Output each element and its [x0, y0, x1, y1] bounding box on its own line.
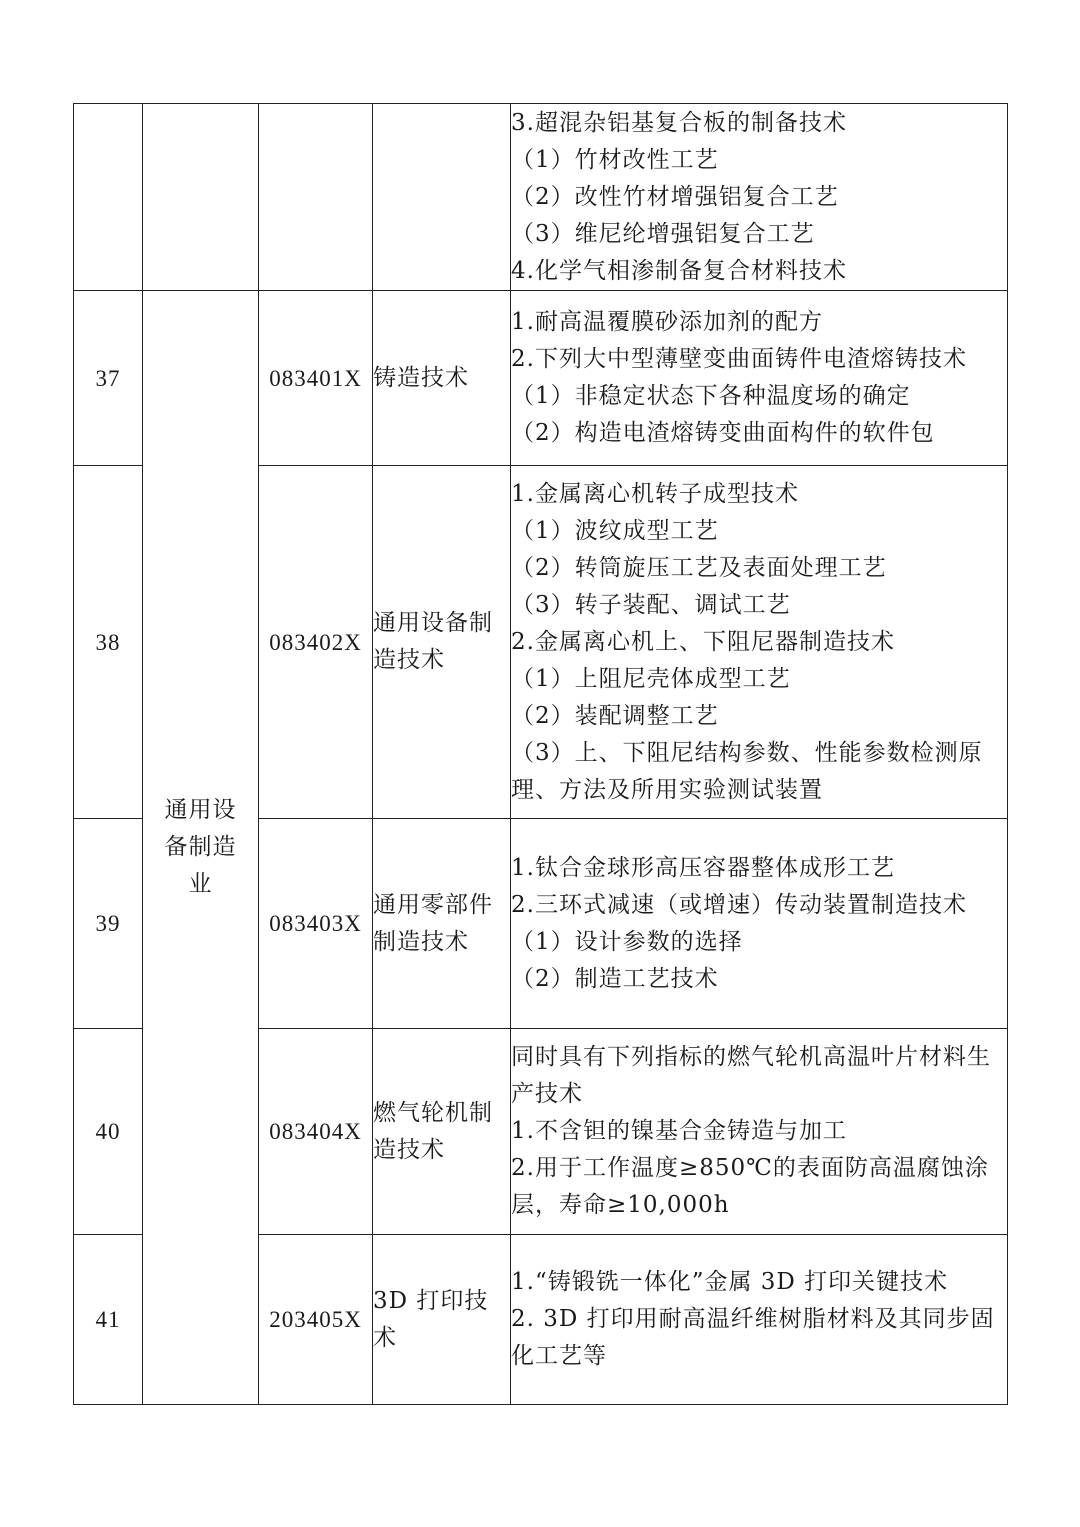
seq-cell: 38 [74, 466, 143, 819]
content-line: 2.用于工作温度≥850℃的表面防高温腐蚀涂层，寿命≥10,000h [511, 1155, 989, 1218]
content-line: 2. 3D 打印用耐高温纤维树脂材料及其同步固化工艺等 [511, 1306, 995, 1369]
content-line: （2）装配调整工艺 [511, 702, 719, 729]
seq-cell [74, 104, 143, 291]
content-line: 1.钛合金球形高压容器整体成形工艺 [511, 854, 895, 881]
seq-cell: 39 [74, 819, 143, 1029]
content-cell [511, 1029, 1008, 1235]
content-line: （1）设计参数的选择 [511, 928, 743, 955]
code-cell: 083404X [259, 1029, 373, 1235]
content-cell [511, 466, 1008, 819]
content-line: （1）波纹成型工艺 [511, 517, 719, 544]
name-cell: 燃气轮机制造技术 [373, 1029, 511, 1235]
content-line: 1.不含钽的镍基合金铸造与加工 [511, 1118, 847, 1144]
content-line: 1.“铸锻铣一体化”金属 3D 打印关键技术 [511, 1269, 949, 1295]
seq-cell: 40 [74, 1029, 143, 1235]
seq-cell: 37 [74, 291, 143, 466]
content-line: 3.超混杂铝基复合板的制备技术 [511, 109, 847, 136]
content-line: （2）构造电渣熔铸变曲面构件的软件包 [511, 420, 935, 446]
content-line: （3）上、下阻尼结构参数、性能参数检测原理、方法及所用实验测试装置 [511, 739, 983, 803]
name-cell: 通用零部件制造技术 [373, 819, 511, 1029]
name-cell: 铸造技术 [373, 291, 511, 466]
content-line: （3）转子装配、调试工艺 [511, 591, 791, 618]
table-row-continued [74, 104, 1008, 291]
name-cell [373, 104, 511, 291]
content-line: 2.下列大中型薄壁变曲面铸件电渣熔铸技术 [511, 346, 967, 372]
content-line: 2.金属离心机上、下阻尼器制造技术 [511, 628, 895, 655]
content-line: 1.耐高温覆膜砂添加剂的配方 [511, 309, 823, 335]
code-cell [259, 104, 373, 291]
industry-cell-empty [143, 104, 259, 291]
content-line: （3）维尼纶增强铝复合工艺 [511, 220, 815, 247]
industry-label: 通用设备制造业 [164, 797, 237, 897]
content-line: （1）上阻尼壳体成型工艺 [511, 665, 791, 692]
content-line: 同时具有下列指标的燃气轮机高温叶片材料生产技术 [511, 1044, 991, 1107]
name-cell: 3D 打印技术 [373, 1235, 511, 1405]
content-line: （1）非稳定状态下各种温度场的确定 [511, 383, 911, 409]
content-cell [511, 1235, 1008, 1405]
technology-table [73, 103, 1008, 1405]
content-line: 2.三环式减速（或增速）传动装置制造技术 [511, 891, 967, 918]
content-line: （2）制造工艺技术 [511, 965, 719, 992]
seq-cell: 41 [74, 1235, 143, 1405]
content-line: （2）转筒旋压工艺及表面处理工艺 [511, 554, 887, 581]
table-row [74, 291, 1008, 466]
content-line: （2）改性竹材增强铝复合工艺 [511, 183, 839, 210]
code-cell: 203405X [259, 1235, 373, 1405]
content-cell [511, 104, 1008, 291]
content-line: 1.金属离心机转子成型技术 [511, 480, 799, 507]
code-cell: 083403X [259, 819, 373, 1029]
industry-cell [143, 291, 259, 1405]
name-cell: 通用设备制造技术 [373, 466, 511, 819]
content-line: 4.化学气相渗制备复合材料技术 [511, 257, 847, 284]
code-cell: 083402X [259, 466, 373, 819]
content-cell [511, 291, 1008, 466]
content-cell [511, 819, 1008, 1029]
code-cell: 083401X [259, 291, 373, 466]
content-line: （1）竹材改性工艺 [511, 146, 719, 173]
